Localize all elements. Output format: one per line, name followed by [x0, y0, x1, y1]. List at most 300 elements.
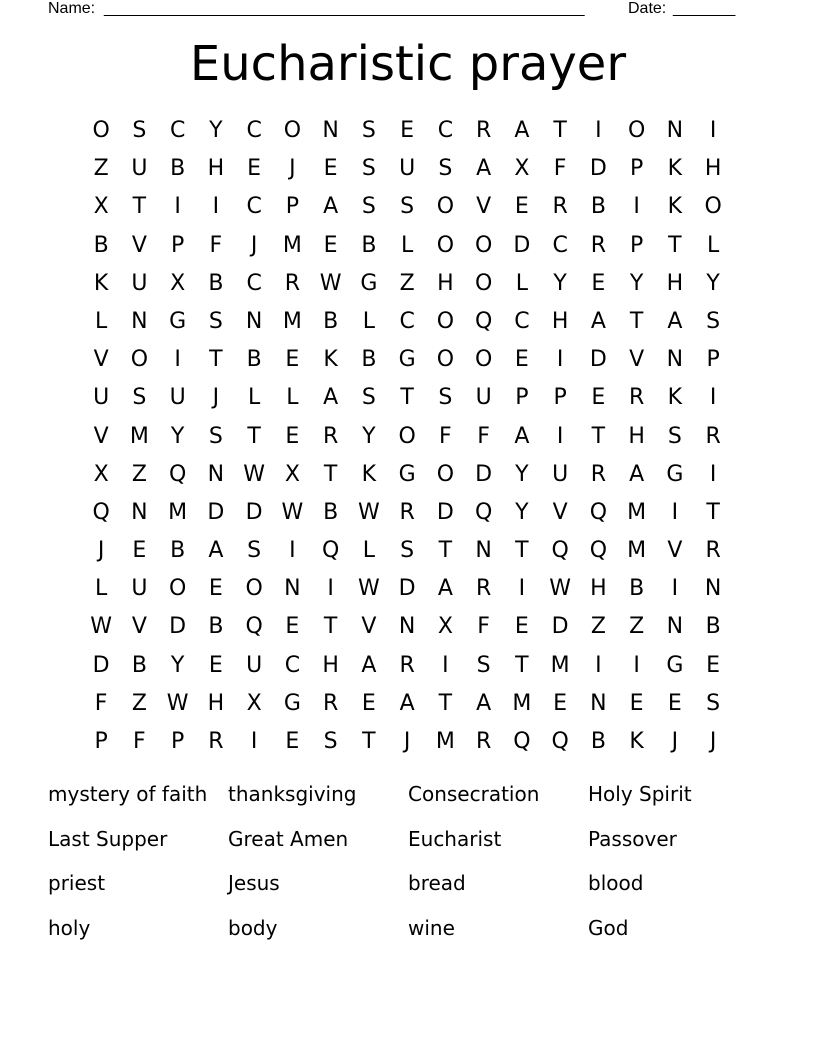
grid-letter: Q: [474, 308, 493, 334]
grid-letter: X: [93, 461, 109, 487]
grid-letter: K: [361, 461, 377, 487]
word-list-item: Holy Spirit: [588, 782, 692, 806]
grid-letter: R: [322, 423, 339, 449]
word-list-item: bread: [408, 871, 466, 896]
grid-letter: D: [475, 461, 493, 487]
grid-letter: H: [322, 652, 339, 678]
grid-letter: N: [245, 308, 263, 334]
grid-letter: V: [361, 614, 377, 640]
grid-letter: E: [285, 347, 300, 373]
grid-letter: A: [629, 461, 645, 487]
grid-letter: I: [633, 194, 640, 220]
grid-letter: I: [556, 423, 564, 449]
grid-letter: R: [322, 690, 339, 716]
word-list: [48, 778, 768, 956]
word-list-item: holy: [48, 915, 91, 940]
grid-letter: T: [209, 347, 223, 373]
grid-letter: A: [399, 690, 415, 716]
grid-letter: T: [553, 118, 567, 143]
grid-letter: T: [668, 232, 682, 258]
grid-letter: J: [97, 538, 105, 564]
grid-letter: D: [398, 576, 416, 602]
grid-letter: N: [131, 308, 148, 334]
word-list-item: blood: [588, 871, 644, 896]
grid-letter: G: [666, 461, 684, 487]
grid-letter: B: [590, 729, 606, 754]
grid-letter: Q: [551, 729, 569, 754]
grid-letter: S: [400, 538, 415, 564]
grid-letter: O: [283, 118, 302, 143]
grid-letter: Y: [209, 118, 223, 143]
grid-letter: H: [666, 270, 684, 296]
grid-letter: C: [552, 232, 568, 258]
grid-letter: B: [170, 156, 186, 182]
grid-letter: V: [476, 194, 492, 220]
grid-letter: Q: [589, 538, 608, 564]
grid-letter: I: [709, 118, 717, 143]
grid-letter: R: [284, 270, 301, 296]
grid-letter: H: [704, 156, 722, 182]
grid-letter: M: [282, 308, 302, 334]
grid-letter: G: [360, 270, 378, 296]
grid-letter: W: [281, 499, 304, 525]
grid-letter: O: [92, 118, 110, 143]
grid-letter: K: [667, 385, 683, 411]
grid-letter: B: [208, 614, 224, 640]
grid-letter: U: [246, 652, 263, 678]
grid-letter: Q: [92, 499, 110, 525]
grid-letter: N: [207, 461, 225, 487]
grid-letter: A: [323, 385, 339, 411]
grid-letter: K: [629, 729, 644, 754]
grid-letter: N: [666, 347, 684, 373]
grid-letter: J: [671, 729, 679, 754]
grid-letter: V: [667, 538, 683, 564]
grid-letter: P: [285, 194, 300, 220]
grid-letter: P: [553, 385, 567, 411]
date-blank-line: _______: [673, 0, 736, 17]
grid-letter: O: [245, 576, 263, 602]
grid-letter: S: [706, 690, 721, 716]
grid-letter: S: [247, 538, 262, 564]
grid-letter: Y: [515, 461, 529, 487]
grid-letter: N: [666, 614, 684, 640]
grid-letter: Y: [362, 423, 376, 449]
grid-letter: L: [94, 576, 108, 602]
grid-letter: M: [435, 729, 455, 754]
name-label: Name:: [48, 0, 96, 17]
grid-letter: C: [399, 308, 415, 334]
grid-letter: V: [93, 423, 109, 449]
grid-letter: J: [403, 729, 411, 754]
word-list-item: Passover: [588, 826, 677, 851]
grid-letter: I: [250, 729, 258, 754]
word-list-item: mystery of faith: [48, 782, 208, 806]
grid-letter: A: [437, 576, 453, 602]
grid-letter: Z: [399, 270, 415, 296]
name-blank-line: ______________________________________________________: [104, 0, 585, 17]
grid-letter: Y: [515, 499, 529, 525]
grid-letter: I: [595, 652, 602, 678]
grid-letter: S: [438, 156, 453, 182]
grid-letter: T: [629, 308, 644, 334]
letter-grid: [82, 112, 732, 761]
grid-letter: J: [289, 156, 296, 182]
grid-letter: T: [323, 461, 338, 487]
grid-letter: P: [170, 729, 185, 754]
grid-letter: S: [132, 118, 147, 143]
grid-letter: Y: [553, 270, 567, 296]
grid-letter: P: [629, 156, 644, 182]
grid-letter: G: [398, 461, 416, 487]
grid-letter: P: [515, 385, 529, 411]
grid-letter: P: [629, 232, 644, 258]
grid-letter: L: [362, 308, 375, 334]
grid-letter: T: [438, 690, 453, 716]
grid-letter: Z: [629, 614, 645, 640]
grid-letter: C: [246, 118, 262, 143]
grid-letter: Y: [706, 270, 720, 296]
grid-letter: H: [437, 270, 454, 296]
grid-letter: Z: [131, 461, 147, 487]
grid-letter: O: [436, 194, 455, 220]
grid-letter: R: [475, 576, 492, 602]
grid-letter: R: [399, 499, 415, 525]
grid-letter: E: [591, 385, 606, 411]
grid-letter: U: [131, 270, 148, 296]
grid-letter: Q: [589, 499, 608, 525]
grid-letter: E: [285, 729, 300, 754]
grid-letter: O: [474, 232, 493, 258]
grid-letter: Z: [131, 690, 147, 716]
grid-letter: M: [168, 499, 188, 525]
grid-letter: O: [436, 232, 455, 258]
grid-letter: I: [212, 194, 220, 220]
grid-letter: P: [94, 729, 108, 754]
grid-letter: E: [667, 690, 682, 716]
grid-letter: K: [323, 347, 338, 373]
grid-letter: W: [243, 461, 265, 487]
grid-letter: C: [169, 118, 186, 143]
grid-letter: R: [590, 461, 607, 487]
word-list-item: thanksgiving: [228, 782, 357, 806]
grid-letter: U: [93, 385, 110, 411]
grid-letter: W: [357, 499, 380, 525]
grid-letter: X: [437, 614, 453, 640]
grid-letter: Y: [170, 423, 185, 449]
grid-letter: N: [322, 118, 339, 143]
grid-letter: E: [400, 118, 415, 143]
grid-letter: D: [92, 652, 110, 678]
grid-letter: Q: [474, 499, 493, 525]
grid-letter: C: [514, 308, 530, 334]
grid-letter: B: [705, 614, 721, 640]
grid-letter: N: [475, 538, 492, 564]
grid-letter: N: [666, 118, 684, 143]
grid-letter: W: [549, 576, 571, 602]
grid-letter: S: [361, 194, 376, 220]
grid-letter: A: [590, 308, 606, 334]
worksheet-header: [48, 0, 748, 20]
grid-letter: L: [515, 270, 528, 296]
grid-letter: Q: [551, 538, 569, 564]
grid-letter: N: [131, 499, 148, 525]
grid-letter: K: [667, 156, 683, 182]
grid-letter: E: [208, 576, 223, 602]
grid-letter: B: [208, 270, 224, 296]
grid-letter: W: [90, 614, 112, 640]
grid-letter: U: [399, 156, 416, 182]
grid-letter: F: [553, 156, 567, 182]
grid-letter: D: [551, 614, 569, 640]
grid-letter: H: [207, 690, 225, 716]
grid-letter: L: [247, 385, 261, 411]
grid-letter: S: [476, 652, 491, 678]
grid-letter: A: [208, 538, 224, 564]
grid-letter: R: [399, 652, 415, 678]
grid-letter: B: [361, 232, 377, 258]
grid-letter: J: [709, 729, 717, 754]
grid-letter: B: [361, 347, 377, 373]
grid-letter: B: [246, 347, 262, 373]
grid-letter: E: [285, 614, 300, 640]
grid-letter: U: [552, 461, 569, 487]
grid-letter: A: [323, 194, 339, 220]
grid-letter: H: [628, 423, 645, 449]
grid-letter: O: [168, 576, 187, 602]
grid-letter: D: [245, 499, 263, 525]
grid-letter: O: [474, 347, 493, 373]
grid-letter: I: [671, 576, 679, 602]
grid-letter: H: [590, 576, 607, 602]
grid-letter: J: [212, 385, 220, 411]
grid-letter: T: [515, 652, 529, 678]
grid-letter: B: [93, 232, 109, 258]
grid-letter: E: [553, 690, 568, 716]
grid-letter: Q: [168, 461, 187, 487]
grid-letter: M: [627, 538, 647, 564]
grid-letter: S: [208, 308, 223, 334]
grid-letter: G: [398, 347, 416, 373]
grid-letter: R: [705, 538, 721, 564]
grid-letter: Z: [93, 156, 109, 182]
grid-letter: D: [436, 499, 454, 525]
grid-letter: I: [671, 499, 679, 525]
grid-letter: M: [282, 232, 302, 258]
grid-letter: P: [170, 232, 185, 258]
grid-letter: I: [442, 652, 449, 678]
grid-letter: O: [704, 194, 722, 220]
grid-letter: I: [633, 652, 640, 678]
grid-letter: S: [706, 308, 721, 334]
grid-letter: S: [323, 729, 338, 754]
grid-letter: T: [132, 194, 147, 220]
grid-letter: Y: [629, 270, 644, 296]
grid-letter: V: [552, 499, 568, 525]
grid-letter: T: [438, 538, 453, 564]
grid-letter: M: [627, 499, 647, 525]
grid-letter: A: [476, 690, 492, 716]
word-list-item: Jesus: [228, 871, 280, 896]
grid-letter: U: [475, 385, 492, 411]
grid-letter: H: [207, 156, 225, 182]
grid-letter: A: [514, 423, 530, 449]
grid-letter: T: [400, 385, 414, 411]
grid-letter: X: [170, 270, 186, 296]
word-list-item: body: [228, 915, 278, 940]
grid-letter: L: [362, 538, 375, 564]
grid-letter: N: [398, 614, 416, 640]
grid-letter: T: [323, 614, 338, 640]
grid-letter: I: [709, 385, 717, 411]
grid-letter: U: [169, 385, 186, 411]
grid-letter: L: [94, 308, 108, 334]
grid-letter: W: [166, 690, 189, 716]
grid-letter: D: [513, 232, 531, 258]
grid-letter: R: [552, 194, 568, 220]
grid-letter: M: [129, 423, 149, 449]
grid-letter: Q: [245, 614, 263, 640]
grid-letter: E: [514, 347, 529, 373]
grid-letter: O: [474, 270, 493, 296]
grid-letter: E: [629, 690, 644, 716]
grid-letter: L: [400, 232, 414, 258]
grid-letter: E: [132, 538, 147, 564]
grid-letter: R: [475, 118, 492, 143]
grid-letter: B: [323, 308, 339, 334]
grid-letter: D: [169, 614, 187, 640]
grid-letter: G: [666, 652, 684, 678]
grid-letter: M: [512, 690, 532, 716]
grid-letter: D: [589, 347, 607, 373]
grid-letter: F: [133, 729, 146, 754]
grid-letter: S: [132, 385, 147, 411]
grid-letter: D: [207, 499, 225, 525]
grid-letter: C: [284, 652, 301, 678]
grid-letter: O: [130, 347, 149, 373]
date-label: Date:: [628, 0, 667, 17]
grid-letter: I: [289, 538, 296, 564]
grid-letter: T: [515, 538, 529, 564]
grid-letter: N: [590, 690, 607, 716]
grid-letter: Y: [170, 652, 185, 678]
grid-letter: R: [590, 232, 607, 258]
grid-letter: T: [362, 729, 376, 754]
grid-letter: M: [550, 652, 570, 678]
grid-letter: S: [361, 118, 376, 143]
word-list-item: Great Amen: [228, 826, 349, 851]
grid-letter: B: [629, 576, 645, 602]
grid-letter: Z: [590, 614, 606, 640]
grid-letter: R: [705, 423, 721, 449]
grid-letter: Q: [513, 729, 531, 754]
word-list-item: God: [588, 915, 629, 940]
grid-letter: S: [361, 385, 376, 411]
word-list-item: Eucharist: [408, 826, 502, 851]
grid-letter: P: [706, 347, 720, 373]
grid-letter: F: [94, 690, 108, 716]
word-list-item: wine: [408, 915, 455, 940]
grid-letter: T: [247, 423, 261, 449]
grid-letter: E: [247, 156, 262, 182]
grid-letter: B: [170, 538, 186, 564]
grid-letter: G: [169, 308, 187, 334]
grid-letter: A: [514, 118, 530, 143]
grid-letter: C: [246, 194, 262, 220]
grid-letter: Q: [321, 538, 340, 564]
grid-letter: K: [93, 270, 109, 296]
grid-letter: C: [246, 270, 262, 296]
grid-letter: O: [436, 308, 455, 334]
grid-letter: E: [591, 270, 606, 296]
grid-letter: S: [400, 194, 415, 220]
grid-letter: R: [475, 729, 492, 754]
grid-letter: R: [208, 729, 224, 754]
grid-letter: O: [436, 347, 455, 373]
grid-letter: B: [323, 499, 339, 525]
grid-letter: W: [357, 576, 380, 602]
word-list-item: Last Supper: [48, 826, 168, 851]
grid-letter: V: [629, 347, 645, 373]
grid-letter: I: [556, 347, 564, 373]
grid-letter: E: [514, 614, 529, 640]
grid-letter: O: [398, 423, 416, 449]
grid-letter: X: [284, 461, 300, 487]
grid-letter: B: [590, 194, 606, 220]
grid-letter: G: [283, 690, 301, 716]
grid-letter: J: [250, 232, 258, 258]
grid-letter: N: [704, 576, 722, 602]
grid-letter: S: [208, 423, 223, 449]
grid-letter: C: [437, 118, 454, 143]
grid-letter: X: [93, 194, 109, 220]
grid-letter: O: [627, 118, 646, 143]
grid-letter: X: [514, 156, 530, 182]
grid-letter: H: [551, 308, 569, 334]
grid-letter: W: [319, 270, 342, 296]
grid-letter: A: [667, 308, 683, 334]
grid-letter: E: [706, 652, 721, 678]
grid-letter: E: [361, 690, 376, 716]
grid-letter: X: [246, 690, 262, 716]
grid-letter: V: [93, 347, 109, 373]
grid-letter: T: [591, 423, 606, 449]
grid-letter: E: [514, 194, 529, 220]
grid-letter: S: [438, 385, 453, 411]
grid-letter: L: [706, 232, 720, 258]
grid-letter: A: [476, 156, 492, 182]
grid-letter: L: [286, 385, 299, 411]
grid-letter: U: [131, 156, 148, 182]
grid-letter: K: [667, 194, 683, 220]
grid-letter: I: [174, 347, 181, 373]
grid-letter: N: [284, 576, 301, 602]
grid-letter: E: [323, 232, 338, 258]
grid-letter: T: [706, 499, 720, 525]
grid-letter: I: [709, 461, 717, 487]
grid-letter: S: [361, 156, 376, 182]
grid-letter: A: [361, 652, 377, 678]
grid-letter: U: [131, 576, 148, 602]
grid-letter: F: [477, 614, 490, 640]
grid-letter: I: [174, 194, 181, 220]
grid-letter: V: [131, 232, 147, 258]
grid-letter: I: [518, 576, 526, 602]
page-title: Eucharistic prayer: [189, 36, 627, 92]
grid-letter: B: [131, 652, 147, 678]
grid-letter: D: [589, 156, 607, 182]
grid-letter: S: [667, 423, 682, 449]
